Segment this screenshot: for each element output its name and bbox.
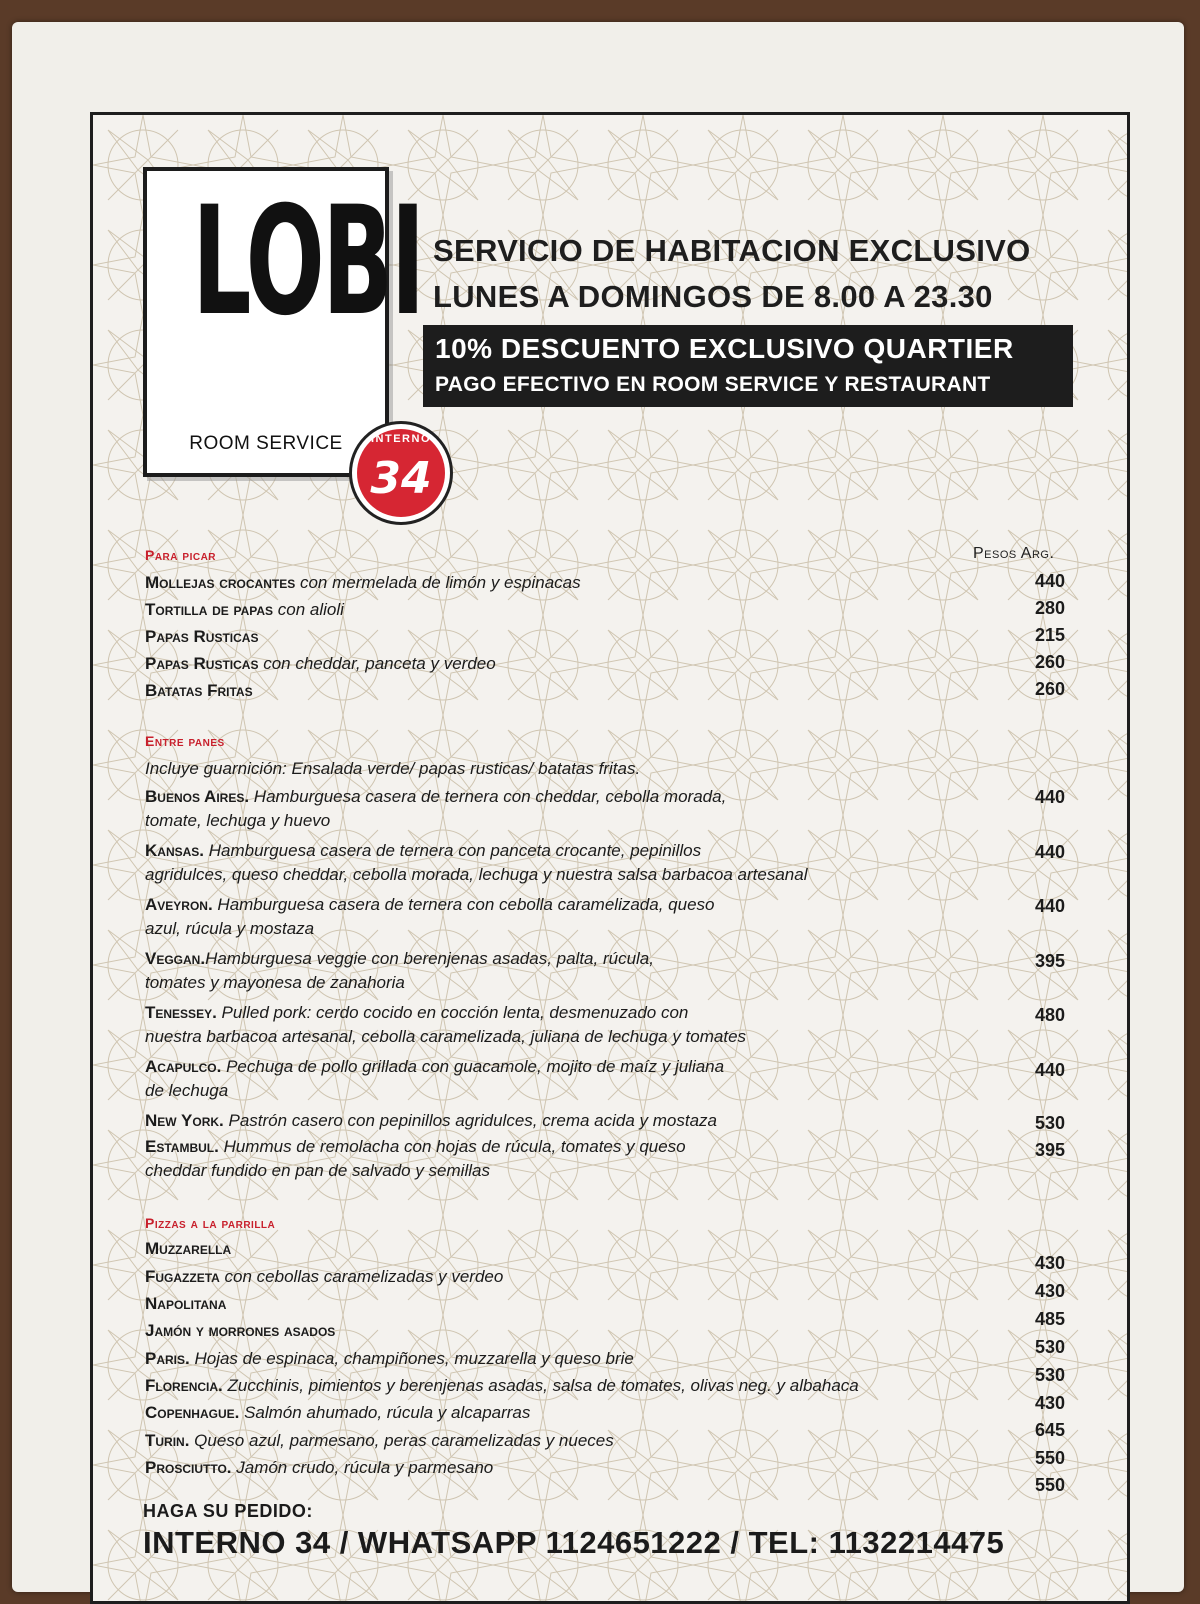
badge-number: 34 xyxy=(370,452,432,504)
logo-wordmark: LOBI xyxy=(192,175,423,349)
menu-item: Veggan.Hamburguesa veggie con berenjenas asadas, palta, rúcula, tomates y mayonesa de zanahoria xyxy=(145,949,654,992)
item-price: 480 xyxy=(1034,1005,1065,1025)
menu-item: Jamón y morrones asados xyxy=(145,1321,336,1340)
menu-frame xyxy=(90,112,1130,1604)
item-price: 530 xyxy=(1034,1337,1065,1357)
item-price: 440 xyxy=(1034,787,1065,807)
item-price: 530 xyxy=(1034,1113,1065,1133)
headline-hours: LUNES A DOMINGOS DE 8.00 A 23.30 xyxy=(433,279,993,314)
menu-item: Prosciutto. Jamón crudo, rúcula y parmesano xyxy=(145,1458,494,1477)
item-price: 645 xyxy=(1034,1420,1065,1440)
item-price: 440 xyxy=(1034,896,1065,916)
logo-subtitle: ROOM SERVICE xyxy=(189,433,343,454)
menu-item: Fugazzeta con cebollas caramelizadas y verdeo xyxy=(145,1267,504,1286)
menu-item: Mollejas crocantes con mermelada de limón y espinacas xyxy=(145,573,581,592)
garnish-note: Incluye guarnición: Ensalada verde/ papas rusticas/ batatas fritas. xyxy=(145,759,641,778)
item-price: 395 xyxy=(1034,951,1065,971)
item-price: 530 xyxy=(1034,1365,1065,1385)
item-price: 485 xyxy=(1034,1309,1065,1329)
promo-payment: PAGO EFECTIVO EN ROOM SERVICE Y RESTAURANT xyxy=(435,373,991,396)
menu-item: Aveyron. Hamburguesa casera de ternera con cebolla caramelizada, queso azul, rúcula y mostaza xyxy=(145,895,715,938)
item-price: 440 xyxy=(1034,842,1065,862)
item-price: 430 xyxy=(1034,1253,1065,1273)
badge-label: INTERNO xyxy=(371,433,431,445)
item-price: 550 xyxy=(1034,1448,1065,1468)
item-price: 260 xyxy=(1034,679,1065,699)
headline-service: SERVICIO DE HABITACION EXCLUSIVO xyxy=(433,233,1031,268)
promo-discount: 10% DESCUENTO EXCLUSIVO QUARTIER xyxy=(435,333,1014,364)
menu-item: Papas Rusticas xyxy=(145,627,259,646)
menu-item: Buenos Aires. Hamburguesa casera de ternera con cheddar, cebolla morada, tomate, lechuga y huevo xyxy=(145,787,727,830)
menu-item: Copenhague. Salmón ahumado, rúcula y alcaparras xyxy=(145,1403,531,1422)
menu-item: Florencia. Zucchinis, pimientos y berenjenas asadas, salsa de tomates, olivas neg. y albahaca xyxy=(145,1376,859,1395)
item-price: 550 xyxy=(1034,1475,1065,1495)
order-contact-line: INTERNO 34 / WHATSAPP 1124651222 / TEL: 1132214475 xyxy=(143,1525,1005,1560)
menu-paper xyxy=(12,22,1184,1592)
currency-label: Pesos Arg. xyxy=(973,545,1055,562)
section-title-pizzas: Pizzas a la parrilla xyxy=(145,1215,276,1231)
item-price: 260 xyxy=(1034,652,1065,672)
menu-item: Estambul. Hummus de remolacha con hojas de rúcula, tomates y queso cheddar fundido en pan de salvado y semillas xyxy=(145,1137,686,1180)
menu-item: New York. Pastrón casero con pepinillos agridulces, crema acida y mostaza xyxy=(145,1111,718,1130)
item-price: 440 xyxy=(1034,1060,1065,1080)
menu-item: Batatas Fritas xyxy=(145,681,253,700)
item-price: 280 xyxy=(1034,598,1065,618)
section-title-entre-panes: Entre panes xyxy=(145,733,225,749)
item-price: 430 xyxy=(1034,1281,1065,1301)
promo-banner xyxy=(423,325,1073,407)
menu-item: Paris. Hojas de espinaca, champiñones, muzzarella y queso brie xyxy=(145,1349,634,1368)
item-price: 215 xyxy=(1034,625,1065,645)
item-price: 430 xyxy=(1034,1393,1065,1413)
menu-item: Kansas. Hamburguesa casera de ternera con panceta crocante, pepinillos agridulces, queso cheddar, cebolla morada, lechuga y nuestra salsa barbacoa artesanal xyxy=(145,841,808,884)
menu-item: Tortilla de papas con alioli xyxy=(145,600,344,619)
section-title-para-picar: Para picar xyxy=(145,547,217,563)
interno-badge xyxy=(349,421,453,525)
menu-item: Turin. Queso azul, parmesano, peras caramelizadas y nueces xyxy=(145,1431,614,1450)
menu-item: Napolitana xyxy=(145,1294,227,1313)
item-price: 395 xyxy=(1034,1140,1065,1160)
menu-item: Papas Rusticas con cheddar, panceta y verdeo xyxy=(145,654,496,673)
menu-item: Muzzarella xyxy=(145,1239,232,1258)
menu-item: Acapulco. Pechuga de pollo grillada con guacamole, mojito de maíz y juliana de lechuga xyxy=(145,1057,725,1100)
order-label: HAGA SU PEDIDO: xyxy=(143,1501,313,1521)
item-price: 440 xyxy=(1034,571,1065,591)
menu-item: Tenessey. Pulled pork: cerdo cocido en cocción lenta, desmenuzado con nuestra barbacoa artesanal, cebolla caramelizada, juliana de lechuga y tomates xyxy=(145,1003,747,1046)
